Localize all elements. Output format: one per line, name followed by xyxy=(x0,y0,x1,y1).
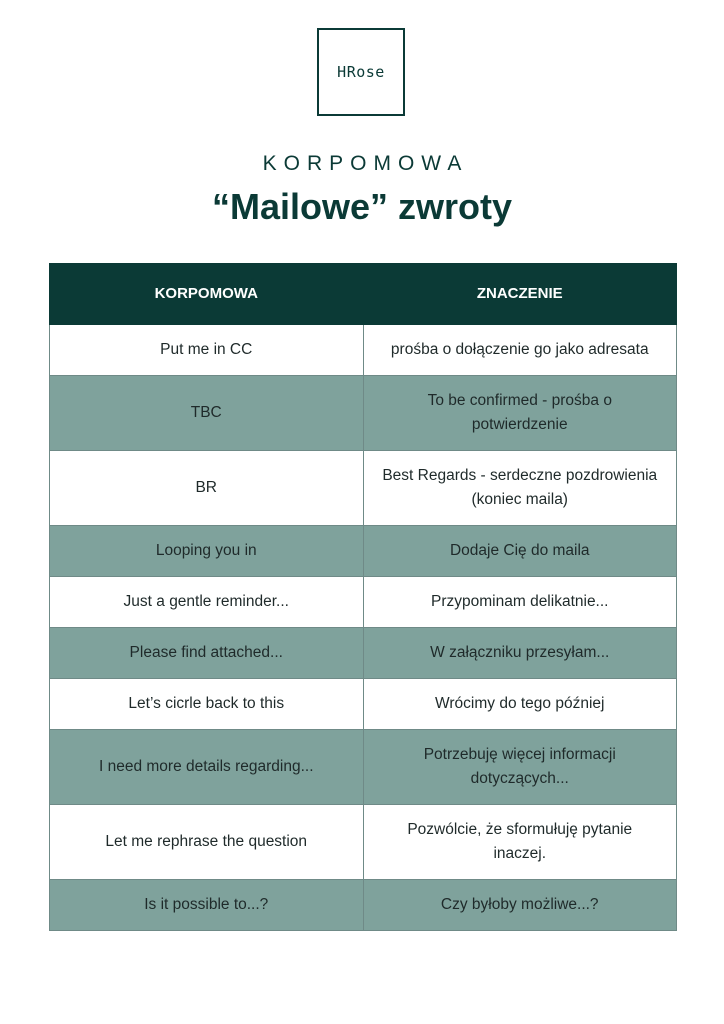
meaning-cell: Pozwólcie, że sformułuję pytanie inaczej. xyxy=(363,805,677,880)
column-header-znaczenie: ZNACZENIE xyxy=(363,264,677,325)
meaning-cell: W załączniku przesyłam... xyxy=(363,628,677,679)
meaning-cell: Przypominam delikatnie... xyxy=(363,577,677,628)
table-row xyxy=(50,577,677,628)
page-title: “Mailowe” zwroty xyxy=(211,186,513,227)
table-row xyxy=(50,526,677,577)
phrase-cell: Put me in CC xyxy=(50,325,364,376)
table-row xyxy=(50,325,677,376)
phrases-table xyxy=(49,263,677,931)
phrase-cell: Let’s cicrle back to this xyxy=(50,679,364,730)
meaning-cell: To be confirmed - prośba o potwierdzenie xyxy=(363,376,677,451)
hrose-logo xyxy=(317,28,405,116)
table-row xyxy=(50,730,677,805)
phrase-cell: I need more details regarding... xyxy=(50,730,364,805)
phrase-cell: TBC xyxy=(50,376,364,451)
column-header-korpomowa: KORPOMOWA xyxy=(50,264,364,325)
table-row xyxy=(50,376,677,451)
logo-text: HRose xyxy=(337,63,385,81)
table-row xyxy=(50,451,677,526)
table-row xyxy=(50,628,677,679)
phrase-cell: Please find attached... xyxy=(50,628,364,679)
meaning-cell: Wrócimy do tego później xyxy=(363,679,677,730)
table-header-row xyxy=(50,264,677,325)
meaning-cell: prośba o dołączenie go jako adresata xyxy=(363,325,677,376)
phrase-cell: Just a gentle reminder... xyxy=(50,577,364,628)
table-row xyxy=(50,679,677,730)
meaning-cell: Dodaje Cię do maila xyxy=(363,526,677,577)
page-subtitle: KORPOMOWA xyxy=(262,152,469,175)
phrase-cell: BR xyxy=(50,451,364,526)
meaning-cell: Best Regards - serdeczne pozdrowienia (koniec maila) xyxy=(363,451,677,526)
table-row xyxy=(50,880,677,931)
phrase-cell: Looping you in xyxy=(50,526,364,577)
phrase-cell: Is it possible to...? xyxy=(50,880,364,931)
meaning-cell: Potrzebuję więcej informacji dotyczących... xyxy=(363,730,677,805)
phrase-cell: Let me rephrase the question xyxy=(50,805,364,880)
meaning-cell: Czy byłoby możliwe...? xyxy=(363,880,677,931)
table-row xyxy=(50,805,677,880)
